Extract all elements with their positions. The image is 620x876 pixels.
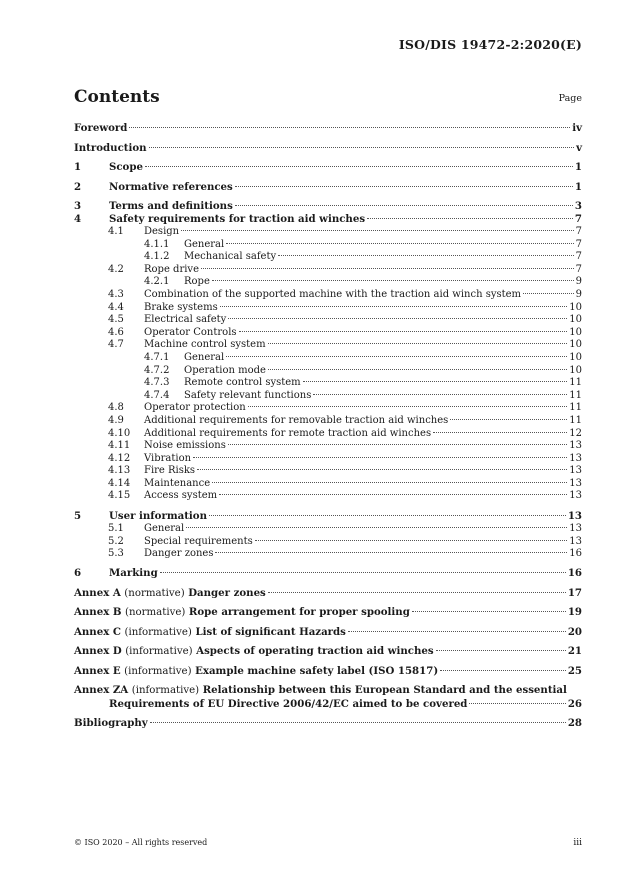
annex-title: Aspects of operating traction aid winches	[196, 645, 434, 658]
toc-entry-page: 10	[569, 364, 582, 376]
dot-leader	[129, 127, 570, 128]
toc-entry[interactable]	[74, 122, 582, 135]
toc-entry[interactable]	[74, 478, 582, 491]
toc-entry[interactable]	[74, 665, 582, 678]
toc-entry[interactable]	[74, 365, 582, 378]
toc-entry-title: Normative references	[109, 180, 233, 193]
toc-entry-page: 13	[569, 452, 582, 464]
annex-za-line-1	[74, 684, 582, 698]
toc-entry-number: 4.7.1	[144, 351, 170, 363]
toc-entry[interactable]	[74, 510, 582, 523]
annex-title: List of significant Hazards	[195, 625, 346, 638]
toc-entry-number: 4.2.1	[144, 276, 170, 288]
document-id: ISO/DIS 19472-2:2020(E)	[398, 37, 582, 52]
toc-entry-number: 4.7.2	[144, 364, 170, 376]
toc-entry-number: 4.15	[108, 490, 131, 502]
toc-entry-title: Scope	[109, 161, 143, 173]
toc-entry-number: 4.7.4	[144, 389, 170, 401]
toc-entry-number: 4.10	[108, 427, 131, 439]
toc-entry-page: 11	[569, 389, 582, 401]
toc-entry-title	[74, 587, 266, 600]
toc-entry[interactable]	[74, 352, 582, 365]
toc-entry-page: 13	[567, 510, 582, 523]
toc-entry[interactable]	[74, 490, 582, 503]
toc-entry[interactable]	[74, 645, 582, 658]
dot-leader	[235, 186, 573, 187]
dot-leader	[186, 527, 567, 528]
dot-leader	[348, 631, 566, 632]
toc-entry[interactable]	[74, 390, 582, 403]
toc-entry-title: Brake systems	[144, 301, 218, 313]
dot-leader	[313, 394, 567, 395]
toc-entry-number: 5.3	[108, 548, 124, 560]
toc-entry-title: Noise emissions	[144, 440, 226, 452]
toc-entry-number: 4.3	[108, 288, 124, 300]
toc-entry-number: 4.6	[108, 326, 124, 338]
toc-entry-page: 19	[567, 606, 582, 619]
toc-entry-title: Danger zones	[144, 548, 214, 560]
toc-entry-page: 13	[569, 465, 582, 477]
toc-entry-page: 25	[567, 664, 582, 677]
toc-entry-number: 4.7.3	[144, 377, 170, 389]
toc-entry-number: 5.1	[108, 523, 124, 535]
toc-entry-number: 4.9	[108, 414, 124, 426]
annex-label: Annex D	[74, 645, 122, 658]
toc-entry-title: Mechanical safety	[184, 251, 277, 263]
dot-leader	[469, 703, 565, 704]
toc-entry[interactable]	[74, 415, 582, 428]
dot-leader	[268, 592, 566, 593]
toc-entry-page: 11	[569, 402, 582, 414]
dot-leader	[228, 444, 567, 445]
dot-leader	[523, 293, 574, 294]
toc-entry-number: 5	[74, 510, 82, 523]
toc-entry-title: Electrical safety	[144, 314, 227, 326]
page-number: iii	[573, 838, 582, 848]
dot-leader	[367, 218, 573, 219]
dot-leader	[181, 230, 574, 231]
annex-title: Danger zones	[188, 586, 266, 599]
dot-leader	[150, 722, 566, 723]
dot-leader	[440, 670, 566, 671]
dot-leader	[278, 255, 574, 256]
toc-entry-page: 9	[575, 288, 582, 300]
dot-leader	[248, 406, 568, 407]
annex-kind: (informative)	[124, 665, 192, 677]
toc-entry[interactable]	[74, 465, 582, 478]
toc-entry-number: 4	[74, 213, 82, 225]
toc-entry-number: 4.12	[108, 452, 131, 464]
toc-entry[interactable]	[74, 536, 582, 549]
toc-entry-page: 7	[575, 226, 582, 237]
toc-entry-number: 1	[74, 161, 82, 173]
toc-entry-title: User information	[109, 510, 207, 523]
toc-entry-title: Safety relevant functions	[184, 389, 312, 401]
dot-leader	[433, 432, 567, 433]
toc-entry-page: 26	[567, 697, 582, 710]
toc-entry-page: 10	[569, 351, 582, 363]
annex-title: Relationship between this European Standard and the essential	[202, 684, 567, 697]
toc-entry-title: Safety requirements for traction aid winches	[109, 213, 366, 225]
dot-leader	[268, 369, 567, 370]
toc-entry-number: 4.13	[108, 465, 131, 477]
toc-entry-title: General	[144, 523, 185, 535]
toc-entry-title: Design	[144, 226, 180, 237]
toc-entry-title	[74, 665, 438, 678]
dot-leader	[149, 147, 575, 148]
toc-entry-page: 1	[574, 180, 582, 193]
dot-leader	[239, 331, 568, 332]
annex-kind: (normative)	[124, 587, 185, 599]
toc-entry-page: 17	[567, 586, 582, 599]
toc-entry-page: 7	[575, 251, 582, 263]
toc-entry-number: 5.2	[108, 535, 124, 547]
annex-label: Annex E	[74, 664, 121, 677]
toc-entry-number: 6	[74, 567, 82, 580]
toc-entry-page: 10	[569, 314, 582, 326]
toc-entry-page: 12	[569, 427, 582, 439]
toc-entry-title: Additional requirements for remote traction aid winches	[144, 427, 432, 439]
toc-entry[interactable]	[74, 453, 582, 466]
toc-entry[interactable]	[74, 548, 582, 561]
toc-entry-number: 4.2	[108, 263, 124, 275]
toc-entry-title: Operation mode	[184, 364, 266, 376]
toc-entry[interactable]	[74, 213, 582, 226]
annex-kind: (informative)	[124, 626, 192, 638]
annex-kind: (normative)	[124, 607, 186, 619]
toc-entry-title: Maintenance	[144, 477, 211, 489]
toc-entry[interactable]	[74, 239, 582, 252]
annex-title: Example machine safety label (ISO 15817)	[195, 664, 439, 677]
table-of-contents	[74, 119, 582, 730]
toc-entry[interactable]	[74, 161, 582, 174]
toc-entry-page: 16	[569, 548, 582, 560]
toc-entry[interactable]	[74, 251, 582, 264]
toc-entry-title: General	[184, 351, 225, 363]
toc-entry-title: Additional requirements for removable traction aid winches	[144, 414, 449, 426]
toc-entry-title: Special requirements	[144, 535, 253, 547]
toc-entry[interactable]	[74, 626, 582, 639]
annex-label: Annex C	[74, 625, 121, 638]
toc-entry[interactable]	[74, 606, 582, 619]
toc-entry-page: 10	[569, 301, 582, 313]
toc-entry-title	[74, 606, 410, 619]
toc-entry[interactable]	[74, 567, 582, 580]
toc-entry[interactable]	[74, 264, 582, 277]
toc-entry-title: Operator Controls	[144, 326, 237, 338]
toc-entry[interactable]	[74, 276, 582, 289]
toc-entry[interactable]	[74, 289, 582, 302]
toc-entry[interactable]	[74, 314, 582, 327]
dot-leader	[436, 650, 566, 651]
toc-entry-page: 21	[567, 645, 582, 658]
contents-title: Contents	[74, 87, 160, 107]
copyright-notice: © ISO 2020 – All rights reserved	[74, 838, 208, 847]
toc-entry-page: 7	[574, 213, 582, 225]
toc-entry-title: Remote control system	[184, 377, 301, 389]
dot-leader	[212, 280, 574, 281]
toc-entry-title: Terms and definitions	[109, 200, 233, 212]
toc-entry-number: 4.1.2	[144, 251, 170, 263]
toc-entry-title: Machine control system	[144, 339, 266, 351]
annex-label: Annex B	[74, 606, 122, 619]
toc-entry-annex-za[interactable]	[74, 684, 582, 710]
toc-entry-page: 7	[575, 238, 582, 250]
toc-entry-number: 4.11	[108, 440, 131, 452]
toc-entry-page: 20	[567, 625, 582, 638]
toc-entry-number: 4.5	[108, 314, 124, 326]
dot-leader	[228, 318, 567, 319]
toc-entry-page: 28	[567, 716, 582, 729]
toc-entry[interactable]	[74, 428, 582, 441]
annex-kind: (informative)	[125, 646, 193, 658]
toc-entry[interactable]	[74, 402, 582, 415]
toc-entry-page: 13	[569, 440, 582, 452]
toc-entry-page: 13	[569, 477, 582, 489]
toc-entry-number: 4.1.1	[144, 238, 170, 250]
annex-kind: (informative)	[131, 685, 200, 697]
page-column-label: Page	[558, 93, 582, 104]
dot-leader	[215, 552, 567, 553]
toc-entry[interactable]	[74, 142, 582, 155]
toc-entry[interactable]	[74, 587, 582, 600]
toc-entry-title: Rope drive	[144, 263, 199, 275]
dot-leader	[450, 419, 567, 420]
toc-entry[interactable]	[74, 377, 582, 390]
dot-leader	[219, 494, 567, 495]
toc-entry[interactable]	[74, 523, 582, 536]
toc-entry-number: 3	[74, 200, 82, 212]
toc-entry[interactable]	[74, 302, 582, 315]
toc-entry[interactable]	[74, 327, 582, 340]
toc-entry-page: 10	[569, 339, 582, 351]
dot-leader	[235, 205, 573, 206]
toc-entry[interactable]	[74, 440, 582, 453]
dot-leader	[268, 343, 568, 344]
toc-entry[interactable]	[74, 181, 582, 194]
dot-leader	[226, 356, 567, 357]
toc-entry-title: Rope	[184, 276, 210, 288]
dot-leader	[145, 166, 573, 167]
toc-entry-page: 7	[575, 263, 582, 275]
annex-label: Annex A	[74, 586, 121, 599]
toc-entry-page: 3	[574, 200, 582, 212]
toc-entry-number: 2	[74, 180, 82, 193]
annex-title: Rope arrangement for proper spooling	[188, 606, 410, 619]
dot-leader	[220, 306, 568, 307]
dot-leader	[226, 243, 573, 244]
toc-entry-page: v	[576, 141, 582, 154]
toc-entry[interactable]	[74, 226, 582, 239]
annex-title-cont: Requirements of EU Directive 2006/42/EC aimed to be covered	[109, 697, 468, 710]
dot-leader	[212, 482, 567, 483]
toc-entry[interactable]	[74, 200, 582, 213]
toc-entry-title: General	[184, 238, 225, 250]
annex-label: Annex ZA	[74, 684, 129, 697]
dot-leader	[255, 540, 568, 541]
toc-entry-number: 4.8	[108, 402, 124, 414]
dot-leader	[412, 611, 566, 612]
toc-entry-title: Foreword	[74, 122, 128, 134]
toc-entry[interactable]	[74, 339, 582, 352]
dot-leader	[193, 457, 567, 458]
toc-entry-title: Introduction	[74, 141, 147, 154]
toc-entry-title: Combination of the supported machine with the traction aid winch system	[144, 288, 522, 300]
toc-entry-bibliography[interactable]	[74, 717, 582, 730]
toc-entry-page: 11	[569, 377, 582, 389]
toc-entry-title	[74, 626, 346, 639]
toc-entry-title: Operator protection	[144, 402, 246, 414]
toc-entry-page: 13	[569, 490, 582, 502]
toc-entry-title: Vibration	[144, 452, 192, 464]
toc-entry-title	[74, 645, 434, 658]
toc-entry-page: 13	[569, 535, 582, 547]
toc-entry-page: 10	[569, 326, 582, 338]
dot-leader	[209, 515, 566, 516]
dot-leader	[197, 469, 567, 470]
toc-entry-number: 4.4	[108, 301, 124, 313]
toc-entry-page: 16	[567, 567, 582, 580]
toc-entry-number: 4.1	[108, 226, 124, 237]
toc-entry-page: 11	[569, 414, 582, 426]
toc-entry-title: Access system	[144, 490, 218, 502]
dot-leader	[201, 268, 574, 269]
dot-leader	[303, 381, 568, 382]
toc-entry-page: 9	[575, 276, 582, 288]
toc-entry-title: Bibliography	[74, 716, 148, 729]
toc-entry-page: 1	[574, 161, 582, 173]
toc-entry-title: Marking	[109, 567, 158, 580]
toc-entry-number: 4.14	[108, 477, 131, 489]
toc-entry-page: 13	[569, 523, 582, 535]
toc-entry-number: 4.7	[108, 339, 124, 351]
toc-entry-page: iv	[572, 122, 582, 134]
toc-entry-title: Fire Risks	[144, 465, 196, 477]
annex-za-line-2	[74, 698, 582, 711]
dot-leader	[160, 572, 566, 573]
